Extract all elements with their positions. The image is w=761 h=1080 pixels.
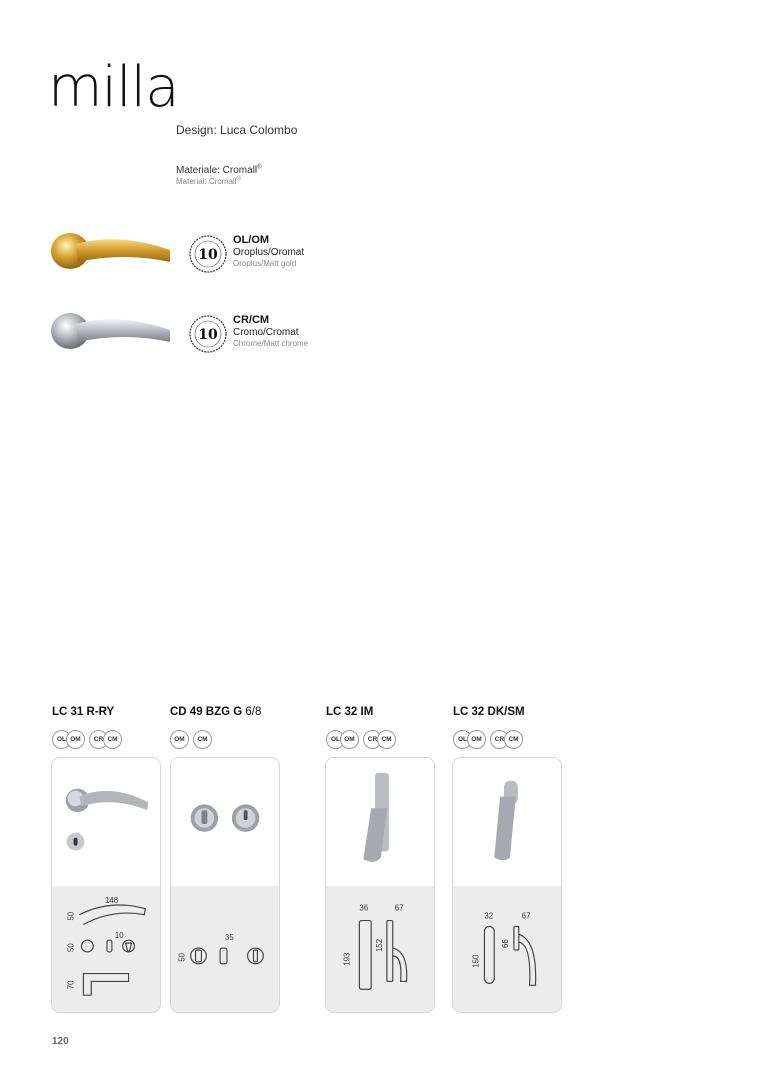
finish-chip: OM — [170, 730, 189, 749]
handle-photo-gold — [48, 228, 178, 278]
finish-name: Oroplus/Oromat — [233, 247, 305, 258]
model-cd49 — [170, 706, 262, 743]
technical-drawing — [326, 886, 434, 1013]
finish-name: Cromo/Cromat — [233, 327, 299, 338]
svg-text:70: 70 — [66, 980, 76, 990]
svg-text:67: 67 — [394, 903, 404, 913]
finish-code: OL/OM — [233, 234, 270, 246]
product-card-cd49 — [170, 757, 280, 1013]
model-name: LC 31 R-RY — [52, 706, 115, 718]
finish-chip: CR — [89, 730, 108, 749]
svg-text:66: 66 — [500, 939, 510, 949]
svg-text:35: 35 — [225, 933, 234, 943]
finish-chip: CM — [377, 730, 396, 749]
product-photo — [326, 758, 434, 886]
finish-chip: CM — [193, 730, 212, 749]
finish-chips — [170, 728, 212, 750]
finish-row-gold — [48, 228, 378, 298]
finish-chip: OL — [453, 730, 472, 749]
finish-name-en: Chrome/Matt chrome — [233, 339, 309, 348]
model-name: CD 49 BZG G 6/8 — [170, 706, 262, 718]
svg-text:150: 150 — [471, 954, 481, 968]
product-card-lc32im — [325, 757, 435, 1013]
product-card-lc31 — [51, 757, 161, 1013]
warranty-badge-icon — [188, 314, 228, 354]
model-lc31 — [52, 706, 118, 743]
svg-text:10: 10 — [198, 327, 218, 343]
page-title: milla — [48, 55, 179, 120]
finish-chips — [52, 728, 122, 750]
finish-chip: OM — [467, 730, 486, 749]
technical-drawing — [52, 886, 160, 1013]
svg-text:10: 10 — [114, 931, 124, 941]
finish-code: CR/CM — [233, 314, 270, 326]
svg-text:36: 36 — [359, 903, 369, 913]
model-lc32im — [326, 706, 392, 743]
material-label-it: Materiale: Cromall® — [176, 164, 262, 176]
model-lc32dk — [453, 706, 525, 743]
finish-chip: CM — [103, 730, 122, 749]
svg-text:50: 50 — [177, 953, 187, 962]
product-photo — [453, 758, 561, 886]
finish-chip: CR — [363, 730, 382, 749]
finish-chip: OL — [52, 730, 71, 749]
finish-chip: OM — [66, 730, 85, 749]
finish-row-chrome — [48, 308, 378, 378]
product-card-lc32dk — [452, 757, 562, 1013]
svg-text:67: 67 — [521, 911, 531, 921]
finish-chips — [326, 728, 396, 750]
page-number: 120 — [52, 1036, 69, 1047]
svg-text:193: 193 — [342, 952, 352, 966]
technical-drawing — [453, 886, 561, 1013]
technical-drawing — [171, 886, 279, 1013]
finish-chip: CR — [490, 730, 509, 749]
product-photo — [171, 758, 279, 886]
svg-text:50: 50 — [66, 911, 76, 921]
handle-photo-chrome — [48, 308, 178, 358]
product-photo — [52, 758, 160, 886]
finish-chip: OM — [340, 730, 359, 749]
svg-text:148: 148 — [105, 895, 119, 905]
finish-chip: OL — [326, 730, 345, 749]
svg-text:10: 10 — [198, 247, 218, 263]
designer-credit: Design: Luca Colombo — [176, 123, 298, 137]
warranty-badge-icon — [188, 234, 228, 274]
svg-text:50: 50 — [66, 943, 76, 952]
finish-chip: CM — [504, 730, 523, 749]
model-name: LC 32 IM — [326, 706, 374, 718]
finish-chips — [453, 728, 523, 750]
svg-text:152: 152 — [374, 938, 384, 952]
model-name: LC 32 DK/SM — [453, 706, 525, 718]
finish-name-en: Oroplus/Matt gold — [233, 259, 297, 268]
svg-text:32: 32 — [484, 911, 494, 921]
material-label-en: Material: Cromall® — [176, 176, 241, 186]
